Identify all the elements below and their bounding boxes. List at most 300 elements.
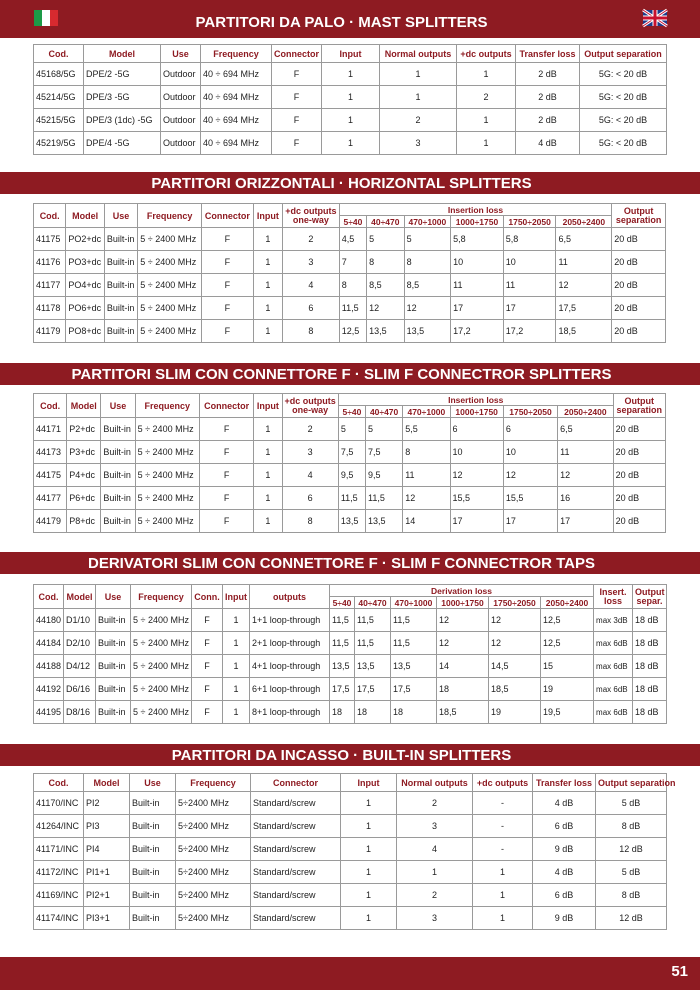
cell: F [202, 320, 254, 343]
cell: 19 [541, 678, 594, 701]
page-number: 51 [671, 963, 688, 980]
table-row [34, 907, 667, 930]
cell: 5 dB [596, 861, 667, 884]
cell: D1/10 [64, 609, 96, 632]
col-band: 2050÷2400 [558, 406, 613, 418]
cell: 5 ÷ 2400 MHz [138, 320, 202, 343]
table-row [34, 838, 667, 861]
col-output-separation: Output separation [613, 394, 665, 418]
cell: Built-in [96, 632, 131, 655]
cell: 12 dB [596, 907, 667, 930]
cell: 8,5 [367, 274, 404, 297]
cell: 11 [556, 251, 612, 274]
cell: 44175 [34, 464, 67, 487]
table-row [34, 464, 666, 487]
cell: 5 [338, 418, 365, 441]
col-input: Input [253, 204, 282, 228]
built-in-splitters-table [33, 773, 676, 930]
cell: 3 [282, 441, 338, 464]
cell: PI1+1 [84, 861, 130, 884]
table-row [34, 701, 667, 724]
cell: 41179 [34, 320, 66, 343]
cell: F [192, 655, 223, 678]
cell: 5 ÷ 2400 MHz [135, 464, 199, 487]
cell: 1 [457, 63, 516, 86]
cell: 6 dB [533, 815, 596, 838]
cell: 41178 [34, 297, 66, 320]
cell: 8 [404, 251, 451, 274]
cell: F [272, 63, 322, 86]
cell: Built-in [104, 274, 137, 297]
col-transfer-loss: Transfer loss [533, 774, 596, 792]
table-row [34, 884, 667, 907]
col-model: Model [66, 204, 104, 228]
cell: 41177 [34, 274, 66, 297]
cell: 13,5 [338, 510, 365, 533]
cell: 1 [223, 632, 250, 655]
cell: F [192, 701, 223, 724]
col-dc-outputs: +dc outputs [457, 45, 516, 63]
table-row [34, 678, 667, 701]
cell: 1 [223, 678, 250, 701]
col-band: 470÷1000 [391, 597, 437, 609]
cell: Built-in [104, 297, 137, 320]
col-band: 2050÷2400 [556, 216, 612, 228]
cell: 4 dB [516, 132, 580, 155]
cell: 13,5 [355, 655, 391, 678]
cell: 13,5 [330, 655, 355, 678]
cell: 5 ÷ 2400 MHz [131, 678, 192, 701]
cell: 1 [341, 838, 397, 861]
cell: 5 ÷ 2400 MHz [138, 297, 202, 320]
cell: 40 ÷ 694 MHz [201, 132, 272, 155]
cell: 45214/5G [34, 86, 84, 109]
section-title: PARTITORI DA PALO · MAST SPLITTERS [195, 14, 488, 31]
cell: 11,5 [391, 632, 437, 655]
cell: P4+dc [67, 464, 101, 487]
cell: 5 ÷ 2400 MHz [131, 701, 192, 724]
cell: 1 [473, 907, 533, 930]
cell: 14,5 [489, 655, 541, 678]
cell: DPE/2 -5G [84, 63, 161, 86]
cell: 44179 [34, 510, 67, 533]
cell: 45168/5G [34, 63, 84, 86]
cell: 18 dB [633, 678, 667, 701]
col-band: 40÷470 [367, 216, 404, 228]
cell: Standard/screw [251, 815, 341, 838]
cell: 11,5 [366, 487, 403, 510]
cell: 5,8 [451, 228, 504, 251]
cell: 1 [341, 907, 397, 930]
cell: F [200, 441, 254, 464]
cell: Built-in [104, 251, 137, 274]
table-row [34, 487, 666, 510]
cell: Built-in [104, 320, 137, 343]
cell: Built-in [130, 884, 176, 907]
col-model: Model [64, 585, 96, 609]
cell: Outdoor [161, 132, 201, 155]
cell: 13,5 [366, 510, 403, 533]
cell: 9,5 [366, 464, 403, 487]
page-footer [0, 957, 700, 990]
cell: 17,5 [391, 678, 437, 701]
cell: 45219/5G [34, 132, 84, 155]
cell: F [200, 418, 254, 441]
edge-tab [683, 363, 700, 385]
cell: 1 [341, 792, 397, 815]
cell: D2/10 [64, 632, 96, 655]
cell: 44173 [34, 441, 67, 464]
table-header-row [34, 585, 667, 597]
cell: max 6dB [594, 655, 633, 678]
cell: 8 [403, 441, 450, 464]
cell: 17,5 [330, 678, 355, 701]
cell: 5 [366, 418, 403, 441]
col-band: 40÷470 [366, 406, 403, 418]
cell: 10 [503, 251, 556, 274]
cell: Built-in [101, 487, 135, 510]
col-output-separation: Output separation [596, 774, 667, 792]
cell: 4 [397, 838, 473, 861]
cell: 1 [322, 86, 380, 109]
col-insertion-loss: Insertion loss [338, 394, 613, 406]
cell: max 6dB [594, 701, 633, 724]
col-cod: Cod. [34, 774, 84, 792]
cell: 2 [380, 109, 457, 132]
table-row [34, 510, 666, 533]
cell: 40 ÷ 694 MHz [201, 109, 272, 132]
col-band: 470÷1000 [404, 216, 451, 228]
cell: 1 [223, 609, 250, 632]
cell: F [272, 109, 322, 132]
mast-splitters-table [33, 44, 667, 155]
cell: 44171 [34, 418, 67, 441]
cell: F [200, 487, 254, 510]
cell: 13,5 [391, 655, 437, 678]
col-output-separation: Output separation [612, 204, 666, 228]
cell: 41172/INC [34, 861, 84, 884]
cell: 44184 [34, 632, 64, 655]
cell: P8+dc [67, 510, 101, 533]
section-title: PARTITORI DA INCASSO · BUILT-IN SPLITTERS [171, 747, 512, 764]
cell: PO4+dc [66, 274, 104, 297]
cell: 6 [283, 297, 340, 320]
cell: 44195 [34, 701, 64, 724]
cell: 20 dB [612, 251, 666, 274]
cell: 41170/INC [34, 792, 84, 815]
cell: 18 [355, 701, 391, 724]
cell: 3 [397, 815, 473, 838]
table-row [34, 632, 667, 655]
cell: 12 [367, 297, 404, 320]
cell: 12 [437, 609, 489, 632]
cell: 6,5 [558, 418, 613, 441]
col-cod: Cod. [34, 45, 84, 63]
cell: 12 [404, 297, 451, 320]
col-outputs: outputs [250, 585, 330, 609]
cell: F [192, 632, 223, 655]
col-frequency: Frequency [135, 394, 199, 418]
cell: 1 [254, 441, 282, 464]
cell: 5,5 [403, 418, 450, 441]
col-cod: Cod. [34, 204, 66, 228]
cell: Built-in [101, 510, 135, 533]
cell: 6 [503, 418, 557, 441]
cell: PO3+dc [66, 251, 104, 274]
cell: 1 [254, 418, 282, 441]
cell: 11,5 [330, 632, 355, 655]
cell: 7,5 [338, 441, 365, 464]
cell: Built-in [130, 907, 176, 930]
table-header-row [34, 394, 666, 406]
cell: Built-in [96, 609, 131, 632]
col-input: Input [322, 45, 380, 63]
table-row [34, 655, 667, 678]
table-row [34, 109, 667, 132]
col-band: 1750÷2050 [489, 597, 541, 609]
cell: Built-in [101, 464, 135, 487]
cell: 5G: < 20 dB [580, 63, 667, 86]
horizontal-splitters-table [33, 203, 666, 343]
cell: - [473, 792, 533, 815]
cell: 8 dB [596, 815, 667, 838]
cell: Built-in [96, 655, 131, 678]
table-header-row [34, 204, 666, 216]
cell: 40 ÷ 694 MHz [201, 63, 272, 86]
cell: 10 [451, 251, 504, 274]
cell: 4 dB [533, 861, 596, 884]
table-header-row [34, 45, 667, 63]
col-frequency: Frequency [131, 585, 192, 609]
cell: max 6dB [594, 678, 633, 701]
cell: 11,5 [330, 609, 355, 632]
cell: D4/12 [64, 655, 96, 678]
cell: 13,5 [367, 320, 404, 343]
edge-tab [683, 552, 700, 574]
cell: F [200, 510, 254, 533]
table-row [34, 274, 666, 297]
cell: 8 dB [596, 884, 667, 907]
cell: 11,5 [355, 632, 391, 655]
cell: 8 [367, 251, 404, 274]
cell: 20 dB [612, 297, 666, 320]
cell: 1 [254, 464, 282, 487]
col-connector: Connector [202, 204, 254, 228]
cell: Built-in [130, 815, 176, 838]
cell: PO2+dc [66, 228, 104, 251]
cell: PI2+1 [84, 884, 130, 907]
cell: 1 [341, 884, 397, 907]
cell: 2 [397, 792, 473, 815]
cell: 12 [403, 487, 450, 510]
col-insert-loss: Insert. loss [594, 585, 633, 609]
cell: 1 [322, 63, 380, 86]
cell: 41264/INC [34, 815, 84, 838]
cell: 5 ÷ 2400 MHz [135, 510, 199, 533]
cell: 12 dB [596, 838, 667, 861]
table-row [34, 418, 666, 441]
col-use: Use [104, 204, 137, 228]
cell: 2 [283, 228, 340, 251]
cell: PO8+dc [66, 320, 104, 343]
cell: 2 dB [516, 109, 580, 132]
cell: 41169/INC [34, 884, 84, 907]
cell: 17 [450, 510, 503, 533]
cell: Standard/screw [251, 792, 341, 815]
col-model: Model [67, 394, 101, 418]
section-header-mast [0, 0, 683, 38]
cell: 17 [503, 510, 557, 533]
cell: 5 ÷ 2400 MHz [131, 632, 192, 655]
col-use: Use [130, 774, 176, 792]
cell: 5 [404, 228, 451, 251]
col-frequency: Frequency [201, 45, 272, 63]
cell: Standard/screw [251, 907, 341, 930]
cell: 20 dB [612, 274, 666, 297]
cell: Standard/screw [251, 884, 341, 907]
cell: 17,2 [451, 320, 504, 343]
cell: 1 [380, 86, 457, 109]
cell: 5 ÷ 2400 MHz [131, 609, 192, 632]
cell: 17 [451, 297, 504, 320]
col-model: Model [84, 774, 130, 792]
cell: 1 [253, 320, 282, 343]
cell: 19 [489, 701, 541, 724]
cell: 20 dB [613, 418, 665, 441]
cell: 44192 [34, 678, 64, 701]
col-derivation-loss: Derivation loss [330, 585, 594, 597]
col-band: 5÷40 [339, 216, 366, 228]
cell: 17,5 [355, 678, 391, 701]
cell: 1 [341, 815, 397, 838]
cell: 17 [558, 510, 613, 533]
col-dc-outputs: +dc outputs [473, 774, 533, 792]
col-normal-outputs: Normal outputs [397, 774, 473, 792]
col-dc-outputs: +dc outputs one-way [283, 204, 340, 228]
cell: DPE/4 -5G [84, 132, 161, 155]
section-header-built-in [0, 744, 683, 766]
cell: 5÷2400 MHz [176, 792, 251, 815]
cell: 10 [503, 441, 557, 464]
table-header-row [34, 774, 667, 792]
cell: 20 dB [613, 464, 665, 487]
cell: PI4 [84, 838, 130, 861]
cell: Built-in [130, 861, 176, 884]
col-input: Input [254, 394, 282, 418]
cell: 3 [397, 907, 473, 930]
cell: Built-in [96, 678, 131, 701]
section-title: DERIVATORI SLIM CON CONNETTORE F · SLIM F CONNECTROR TAPS [88, 555, 595, 572]
cell: 1+1 loop-through [250, 609, 330, 632]
cell: 11,5 [338, 487, 365, 510]
cell: 1 [397, 861, 473, 884]
cell: DPE/3 -5G [84, 86, 161, 109]
col-use: Use [96, 585, 131, 609]
col-cod: Cod. [34, 394, 67, 418]
cell: 44177 [34, 487, 67, 510]
col-input: Input [223, 585, 250, 609]
cell: 1 [223, 701, 250, 724]
cell: - [473, 838, 533, 861]
cell: F [200, 464, 254, 487]
table-row [34, 792, 667, 815]
cell: 14 [403, 510, 450, 533]
cell: 3 [283, 251, 340, 274]
cell: 7,5 [366, 441, 403, 464]
cell: max 6dB [594, 632, 633, 655]
col-transfer-loss: Transfer loss [516, 45, 580, 63]
cell: 17,5 [556, 297, 612, 320]
cell: F [192, 678, 223, 701]
cell: 2 dB [516, 63, 580, 86]
cell: 45215/5G [34, 109, 84, 132]
cell: 13,5 [404, 320, 451, 343]
cell: 5÷2400 MHz [176, 838, 251, 861]
cell: 5 ÷ 2400 MHz [135, 441, 199, 464]
col-connector: Connector [200, 394, 254, 418]
cell: Built-in [96, 701, 131, 724]
cell: 1 [473, 861, 533, 884]
cell: 8 [282, 510, 338, 533]
uk-flag-icon [643, 10, 667, 26]
cell: 11 [451, 274, 504, 297]
cell: 41174/INC [34, 907, 84, 930]
cell: 11,5 [339, 297, 366, 320]
cell: 5G: < 20 dB [580, 109, 667, 132]
cell: 12 [437, 632, 489, 655]
cell: 18 dB [633, 655, 667, 678]
cell: 5÷2400 MHz [176, 861, 251, 884]
cell: PI3+1 [84, 907, 130, 930]
col-band: 2050÷2400 [541, 597, 594, 609]
cell: 1 [254, 510, 282, 533]
cell: 4+1 loop-through [250, 655, 330, 678]
col-dc-outputs: +dc outputs one-way [282, 394, 338, 418]
cell: 1 [322, 109, 380, 132]
cell: 12 [503, 464, 557, 487]
cell: 44180 [34, 609, 64, 632]
cell: 17 [503, 297, 556, 320]
cell: D8/16 [64, 701, 96, 724]
cell: 5 ÷ 2400 MHz [131, 655, 192, 678]
cell: 20 dB [612, 228, 666, 251]
cell: F [202, 297, 254, 320]
section-header-slim-splitters [0, 363, 683, 385]
cell: 17,2 [503, 320, 556, 343]
cell: P6+dc [67, 487, 101, 510]
col-cod: Cod. [34, 585, 64, 609]
cell: 5G: < 20 dB [580, 132, 667, 155]
cell: 1 [457, 109, 516, 132]
col-frequency: Frequency [176, 774, 251, 792]
cell: Built-in [101, 418, 135, 441]
col-use: Use [161, 45, 201, 63]
cell: DPE/3 (1dc) -5G [84, 109, 161, 132]
col-output-separ: Output separ. [633, 585, 667, 609]
cell: 20 dB [612, 320, 666, 343]
cell: F [202, 274, 254, 297]
cell: 5 ÷ 2400 MHz [135, 418, 199, 441]
cell: 41171/INC [34, 838, 84, 861]
cell: 11,5 [355, 609, 391, 632]
col-frequency: Frequency [138, 204, 202, 228]
cell: 18 [330, 701, 355, 724]
cell: 41175 [34, 228, 66, 251]
cell: 18 dB [633, 701, 667, 724]
cell: Standard/screw [251, 838, 341, 861]
table-row [34, 609, 667, 632]
cell: 7 [339, 251, 366, 274]
